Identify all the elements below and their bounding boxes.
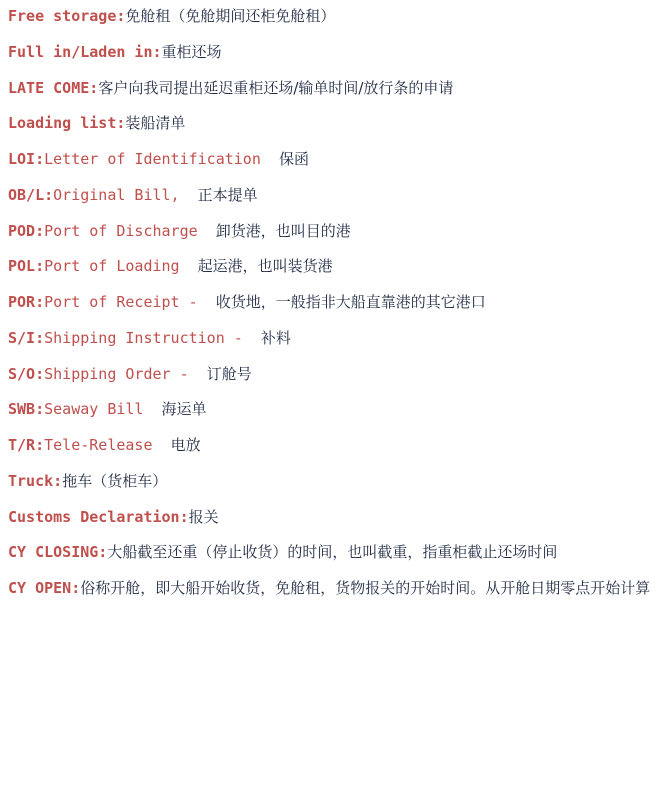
glossary-term: Customs Declaration: [8,507,189,526]
glossary-term: POD: [8,221,45,240]
glossary-term: CY CLOSING: [8,543,108,562]
glossary-entry [8,578,658,600]
glossary-term: LOI: [8,150,45,168]
glossary-definition-latin: Shipping Order - [44,364,189,383]
glossary-term: Truck: [8,471,63,490]
glossary-term: S/I: [8,328,45,347]
glossary-entry [8,6,658,28]
glossary-term: T/R: [8,436,45,454]
glossary-definition-cjk: 报关 [188,507,219,526]
glossary-definition-cjk: 补料 [260,328,291,347]
glossary-term: LATE COME: [8,78,99,97]
glossary-entry [8,42,658,64]
glossary-definition-cjk: 俗称开舱，即大船开始收货，免舱租，货物报关的开始时间。从开舱日期零点开始计算 [80,579,651,597]
glossary-definition-cjk: 客户向我司提出延迟重柜还场/输单时间/放行条的申请 [98,78,454,97]
glossary-definition-latin: Shipping Instruction - [44,328,243,347]
glossary-definition-cjk: 免舱租（免舱期间还柜免舱租） [125,7,336,25]
glossary-definition-cjk: 大船截至还重（停止收货）的时间，也叫截重，指重柜截止还场时间 [107,543,558,562]
glossary-term: Free storage: [8,7,126,25]
glossary-entry [8,149,658,171]
glossary-definition-latin: Letter of Identification [44,150,261,168]
glossary-definition-cjk: 海运单 [161,400,207,419]
glossary-definition-cjk: 保函 [278,150,309,168]
glossary-entry [8,328,658,350]
glossary-entry [8,292,658,314]
glossary-entry [8,221,658,243]
glossary-definition-cjk: 电放 [170,436,201,454]
glossary-entry [8,471,658,493]
glossary-entry [8,435,658,457]
glossary-entry [8,78,658,100]
glossary-entry [8,256,658,278]
glossary-entry [8,113,658,135]
glossary-term: OB/L: [8,185,54,204]
glossary-term: POL: [8,257,45,276]
glossary-definition-latin: Port of Receipt - [44,293,198,311]
glossary-term: Loading list: [8,114,126,133]
glossary-definition-cjk: 装船清单 [125,114,186,133]
glossary-definition-latin: Port of Loading [44,257,180,276]
glossary-term: CY OPEN: [8,579,81,597]
glossary-definition-cjk: 拖车（货柜车） [62,471,168,490]
glossary-definition-cjk: 收货地，一般指非大船直靠港的其它港口 [215,293,486,311]
glossary-entry [8,185,658,207]
glossary-definition-cjk: 卸货港，也叫目的港 [215,221,351,240]
glossary-definition-cjk: 重柜还场 [161,42,222,61]
glossary-entry [8,542,658,564]
glossary-definition-latin: Original Bill, [53,185,180,204]
glossary-definition-latin: Seaway Bill [44,400,144,419]
glossary-definition-latin: Tele-Release [44,436,153,454]
glossary-definition-cjk: 订舱号 [206,364,252,383]
glossary-entry [8,507,658,529]
glossary-definition-cjk: 起运港，也叫装货港 [197,257,333,276]
glossary-term: SWB: [8,400,45,419]
glossary-definition-latin: Port of Discharge [44,221,198,240]
glossary-term: POR: [8,293,45,311]
glossary-term: S/O: [8,364,45,383]
glossary-definition-cjk: 正本提单 [197,185,258,204]
glossary-entry [8,364,658,386]
glossary-entry [8,399,658,421]
glossary-term: Full in/Laden in: [8,42,162,61]
